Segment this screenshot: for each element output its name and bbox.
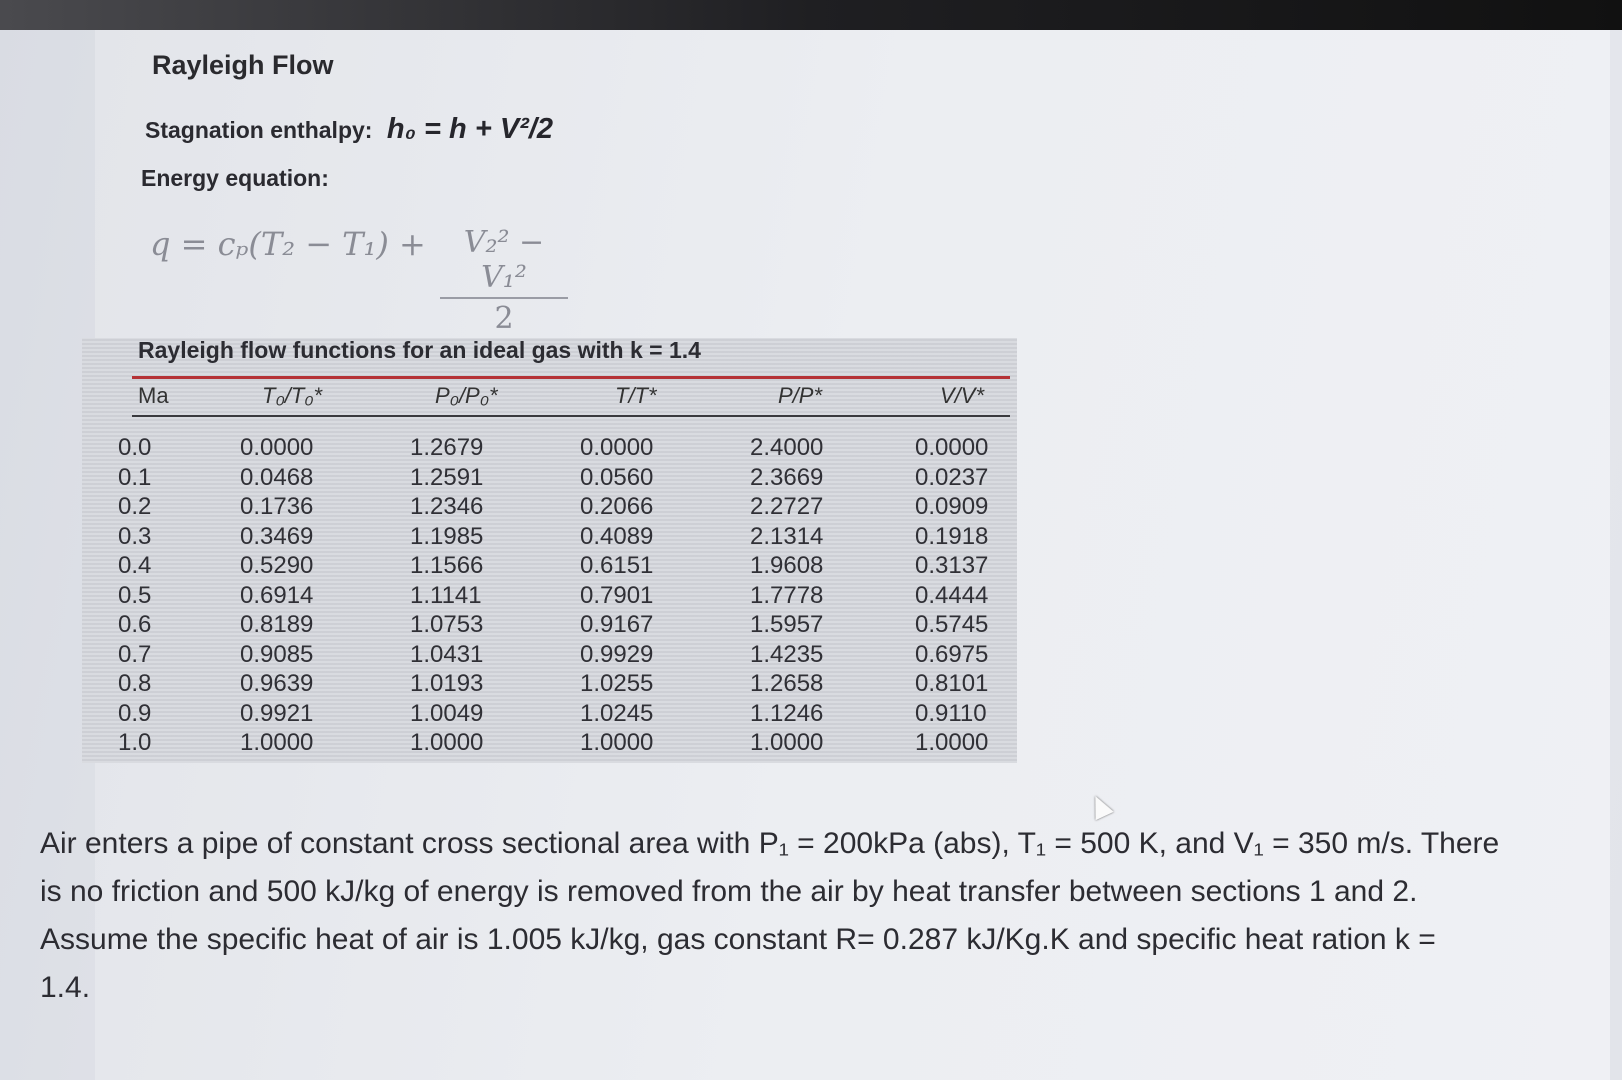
table-cell-p: 2.4000 — [750, 434, 824, 461]
table-cell-t0: 0.9085 — [240, 640, 314, 668]
column-p — [750, 433, 823, 758]
table-cell-t: 1.0245 — [580, 699, 654, 727]
table-cell-p: 2.3669 — [750, 463, 824, 491]
header-t: T/T* — [615, 383, 657, 408]
table-cell-v: 1.0000 — [915, 729, 989, 756]
table-cell-p0: 1.2591 — [410, 463, 484, 491]
table-cell-p: 2.2727 — [750, 493, 824, 520]
table-cell-p: 1.4235 — [750, 640, 824, 668]
table-cell-t: 0.2066 — [580, 493, 654, 520]
table-cell-t0: 0.1736 — [240, 493, 314, 520]
fraction-bar — [440, 297, 568, 299]
table-cell-v: 0.0237 — [915, 463, 989, 491]
table-cell-p: 1.9608 — [750, 552, 824, 579]
table-cell-v: 0.3137 — [915, 552, 989, 579]
energy-formula — [150, 225, 545, 336]
table-cell-p: 2.1314 — [750, 522, 824, 550]
stagnation-label: Stagnation enthalpy: — [145, 117, 373, 143]
table-cell-v: 0.0909 — [915, 493, 989, 520]
table-cell-ma: 0.9 — [118, 699, 152, 727]
table-cell-p0: 1.0193 — [410, 670, 484, 697]
table-cell-t: 0.0000 — [580, 434, 654, 461]
table-cell-t: 0.6151 — [580, 552, 654, 579]
table-cell-p0: 1.0049 — [410, 699, 484, 727]
formula-fraction — [440, 225, 568, 336]
table-cell-v: 0.4444 — [915, 581, 989, 609]
table-cell-t0: 0.3469 — [240, 522, 314, 550]
table-cell-p: 1.7778 — [750, 581, 824, 609]
table-cell-t: 0.9929 — [580, 640, 654, 668]
top-bar — [0, 0, 1622, 30]
header-t0: T₀/T₀* — [262, 383, 323, 408]
table-cell-p: 1.5957 — [750, 611, 824, 638]
column-t — [580, 433, 653, 758]
table-cell-p0: 1.2679 — [410, 434, 484, 461]
header-p0: P₀/P₀* — [435, 383, 498, 408]
table-header-rule — [132, 415, 1010, 417]
table-cell-t0: 0.9921 — [240, 699, 314, 727]
header-v: V/V* — [940, 383, 985, 408]
table-cell-ma: 0.8 — [118, 670, 152, 697]
table-cell-v: 0.6975 — [915, 640, 989, 668]
table-cell-p0: 1.0753 — [410, 611, 484, 638]
table-caption: Rayleigh flow functions for an ideal gas with k = 1.4 — [138, 337, 701, 363]
problem-line-4: 1.4. — [40, 971, 91, 1004]
table-cell-t0: 1.0000 — [240, 729, 314, 756]
problem-statement — [40, 820, 1580, 1012]
table-cell-t: 1.0000 — [580, 729, 654, 756]
table-cell-t: 0.9167 — [580, 611, 654, 638]
table-cell-p: 1.0000 — [750, 729, 824, 756]
table-cell-ma: 0.2 — [118, 493, 152, 520]
table-cell-p: 1.1246 — [750, 699, 824, 727]
problem-line-1: Air enters a pipe of constant cross sectional area with P₁ = 200kPa (abs), T₁ = 500 K, and V₁ = 350 m/s. There — [40, 827, 1500, 860]
table-cell-ma: 0.5 — [118, 581, 152, 609]
table-top-rule — [132, 376, 1010, 379]
table-cell-p: 1.2658 — [750, 670, 824, 697]
header-ma: Ma — [138, 383, 169, 408]
table-cell-t0: 0.9639 — [240, 670, 314, 697]
table-cell-ma: 0.0 — [118, 434, 152, 461]
table-cell-p0: 1.1566 — [410, 552, 484, 579]
header-p: P/P* — [778, 383, 823, 408]
stagnation-enthalpy — [145, 113, 553, 146]
table-cell-p0: 1.0431 — [410, 640, 484, 668]
formula-numerator: V₂² − V₁² — [463, 225, 545, 295]
table-cell-v: 0.8101 — [915, 670, 989, 697]
table-cell-t0: 0.5290 — [240, 552, 314, 579]
table-cell-t: 1.0255 — [580, 670, 654, 697]
table-cell-p0: 1.1985 — [410, 522, 484, 550]
table-cell-t: 0.7901 — [580, 581, 654, 609]
stagnation-equation: h₀ = h + V²/2 — [386, 113, 553, 145]
table-cell-v: 0.1918 — [915, 522, 989, 550]
table-cell-ma: 0.1 — [118, 463, 152, 491]
table-cell-v: 0.9110 — [915, 699, 987, 727]
table-cell-v: 0.0000 — [915, 434, 989, 461]
table-cell-ma: 0.3 — [118, 522, 152, 550]
table-cell-t0: 0.6914 — [240, 581, 314, 609]
problem-line-3: Assume the specific heat of air is 1.005 kJ/kg, gas constant R= 0.287 kJ/Kg.K and specific heat ration k = — [40, 923, 1436, 956]
table-cell-p0: 1.2346 — [410, 493, 484, 520]
table-cell-t0: 0.8189 — [240, 611, 314, 638]
column-p0 — [410, 433, 483, 758]
table-cell-ma: 1.0 — [118, 729, 152, 756]
page-title: Rayleigh Flow — [152, 50, 334, 80]
table-cell-t: 0.0560 — [580, 463, 654, 491]
formula-lhs: q = cₚ(T₂ − T₁) + — [150, 225, 426, 263]
column-ma — [118, 433, 151, 758]
table-cell-v: 0.5745 — [915, 611, 989, 638]
column-v — [915, 433, 988, 758]
rayleigh-table-background — [82, 338, 1017, 763]
table-cell-ma: 0.6 — [118, 611, 152, 638]
table-cell-ma: 0.4 — [118, 552, 152, 579]
problem-line-2: is no friction and 500 kJ/kg of energy is removed from the air by heat transfer between sections 1 and 2. — [40, 875, 1418, 908]
table-cell-p0: 1.1141 — [410, 581, 482, 609]
table-cell-t0: 0.0000 — [240, 434, 314, 461]
energy-equation-label: Energy equation: — [141, 165, 329, 191]
column-t0 — [240, 433, 313, 758]
formula-denominator: 2 — [494, 301, 514, 336]
table-cell-t: 0.4089 — [580, 522, 654, 550]
table-cell-p0: 1.0000 — [410, 729, 484, 756]
table-cell-t0: 0.0468 — [240, 463, 314, 491]
table-cell-ma: 0.7 — [118, 640, 152, 668]
